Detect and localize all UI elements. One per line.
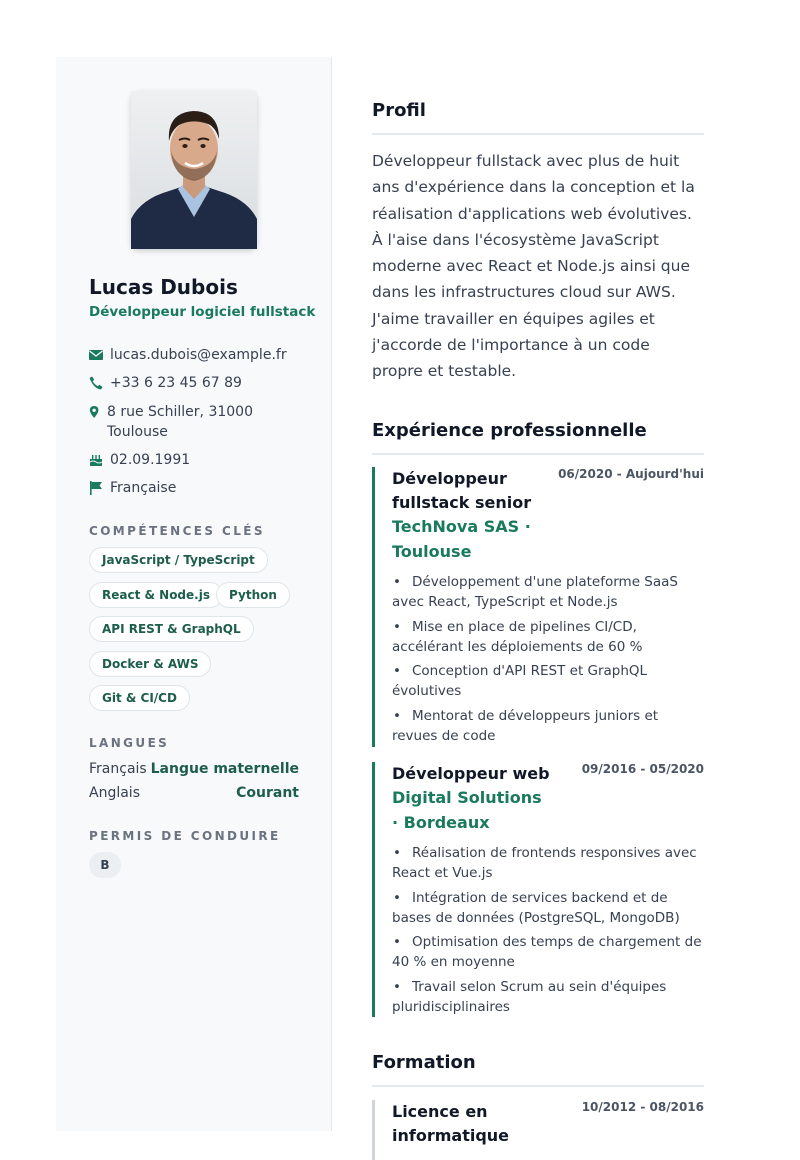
section-divider [372,1085,704,1087]
candidate-role: Développeur logiciel fullstack [89,304,316,320]
job-bullet: • Travail selon Scrum au sein d'équipes pluridisciplinaires [392,977,704,1018]
contact-address-text: 8 rue Schiller, 31000 Toulouse [107,404,253,440]
section-divider [372,133,704,135]
contact-email-text: lucas.dubois@example.fr [110,347,287,363]
skill-chip: React & Node.js [89,582,223,608]
phone-icon [89,376,103,390]
job-title: Développeur web [392,764,550,783]
experience-entry [372,467,704,747]
contact-address [89,402,269,442]
profile-photo [131,91,257,249]
contact-birthdate-text: 02.09.1991 [110,452,191,468]
job-bullet: • Mise en place de pipelines CI/CD, accélérant les déploiements de 60 % [392,617,704,658]
flag-icon [89,481,103,495]
job-bullet: • Conception d'API REST et GraphQL évolutives [392,661,704,702]
skill-chip: Python [216,582,290,608]
job-title: Développeur fullstack senior [392,469,532,512]
job-bullets [392,572,704,746]
contact-phone[interactable] [89,373,309,393]
job-bullet: • Intégration de services backend et de bases de données (PostgreSQL, MongoDB) [392,888,704,929]
contact-phone-text: +33 6 23 45 67 89 [110,375,242,391]
sidebar [56,57,332,1131]
language-name: Français [89,761,147,777]
experience-entry [372,762,704,1017]
skill-chip: Git & CI/CD [89,685,190,711]
job-bullet: • Optimisation des temps de chargement de 40 % en moyenne [392,932,704,973]
envelope-icon [89,348,103,362]
job-bullet: • Réalisation de frontends responsives avec React et Vue.js [392,843,704,884]
contact-birthdate [89,450,309,470]
job-bullet: • Développement d'une plateforme SaaS avec React, TypeScript et Node.js [392,572,704,613]
section-divider [372,453,704,455]
languages-heading: LANGUES [89,736,170,750]
skill-chip: Docker & AWS [89,651,211,677]
language-row [89,785,299,805]
language-row [89,761,299,781]
job-bullets [392,843,704,1017]
experience-heading: Expérience professionnelle [372,420,647,441]
contact-nationality [89,478,309,498]
license-heading: PERMIS DE CONDUIRE [89,829,281,843]
job-company: TechNova SAS · Toulouse [392,517,531,561]
profile-heading: Profil [372,100,426,121]
profile-summary: Développeur fullstack avec plus de huit ans d'expérience dans la conception et la réalisation d'applications web évolutives. À l'aise dans l'écosystème JavaScript moderne avec React et Node.js ainsi que dans les infrastructures cloud sur AWS. J'aime travailler en équipes agiles et j'accorde de l'importance à un code propre et testable. [372,152,695,381]
job-dates: 09/2016 - 05/2020 [581,762,704,776]
language-level: Courant [236,785,299,801]
education-title: Licence en informatique [392,1102,510,1145]
skills-heading: COMPÉTENCES CLÉS [89,524,265,538]
language-level: Langue maternelle [150,761,299,777]
contact-email[interactable] [89,345,309,365]
language-name: Anglais [89,785,140,801]
skill-chip: API REST & GraphQL [89,616,254,642]
contact-nationality-text: Française [110,480,177,496]
birthday-cake-icon [89,453,103,467]
education-dates: 10/2012 - 08/2016 [581,1100,704,1114]
education-heading: Formation [372,1052,476,1073]
skill-chip: JavaScript / TypeScript [89,547,268,573]
job-bullet: • Mentorat de développeurs juniors et revues de code [392,706,704,747]
candidate-name: Lucas Dubois [89,275,238,299]
job-company: Digital Solutions · Bordeaux [392,788,542,832]
education-entry [372,1100,704,1160]
job-dates: 06/2020 - Aujourd'hui [558,467,704,481]
license-badge: B [89,852,121,878]
map-pin-icon [89,405,101,419]
